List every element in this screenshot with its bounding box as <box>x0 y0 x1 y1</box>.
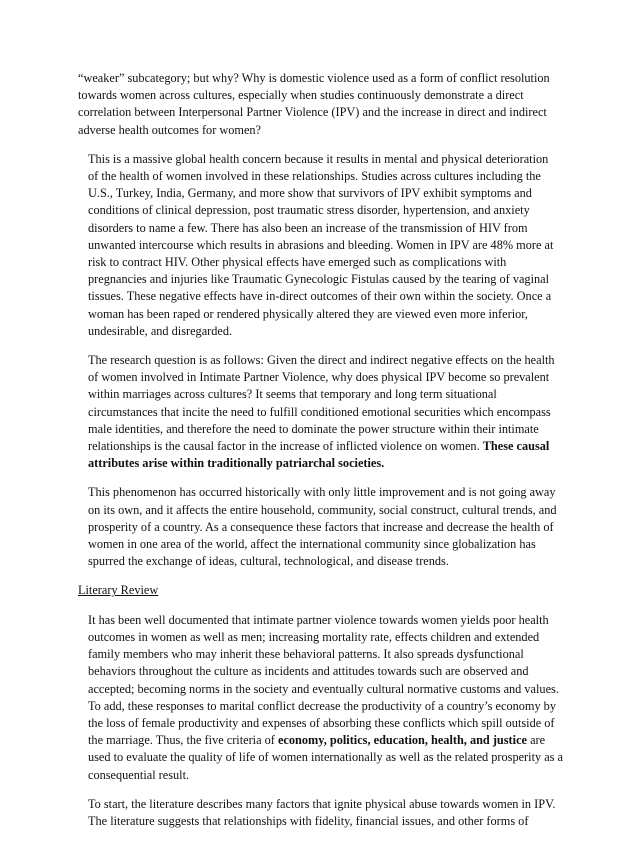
paragraph-research-question <box>78 352 560 472</box>
text-run: outcomes in women as well as men; increasing mortality rate, effects children and extended <box>88 629 540 644</box>
text-line <box>88 151 560 168</box>
text-line <box>88 404 560 421</box>
text-run: risk to contract HIV. Other physical effects have emerged such as complications with <box>88 255 507 270</box>
text-line <box>78 87 560 104</box>
section-heading-literary-review: Literary Review <box>78 583 159 598</box>
paragraph-gap <box>78 830 560 842</box>
paragraph-health-concern <box>78 151 560 340</box>
text-line <box>88 323 560 340</box>
paragraph-gap <box>78 570 560 582</box>
text-run: women in one area of the world, affect the international community since globalization has <box>88 537 536 552</box>
text-line <box>88 455 560 472</box>
paragraph-literature-documented <box>78 612 563 784</box>
text-run: It has been well documented that intimate partner violence towards women yields poor health <box>88 612 549 627</box>
paragraph-literature-start <box>78 796 560 830</box>
text-line <box>88 220 560 237</box>
text-run: This phenomenon has occurred historically with only little improvement and is not going away <box>88 485 556 500</box>
text-line <box>78 122 560 139</box>
text-run: conditions of clinical depression, post traumatic stress disorder, hypertension, and anxiety <box>88 203 530 218</box>
text-run: accepted; becoming norms in the society and eventually cultural normative customs and values. <box>88 681 559 696</box>
text-line <box>88 715 560 732</box>
bold-text: These causal <box>482 439 550 454</box>
text-run: circumstances that incite the need to fulfill conditioned emotional securities which encompass <box>88 404 551 419</box>
text-line <box>88 796 560 813</box>
text-line <box>88 254 560 271</box>
text-line <box>88 185 560 202</box>
text-run: of women involved in Intimate Partner Violence, why does physical IPV become so prevalent <box>88 370 550 385</box>
text-run: the loss of female productivity and expenses of absorbing these conflicts which spill outside of <box>88 715 555 730</box>
text-run: are <box>527 733 546 748</box>
text-line <box>88 681 560 698</box>
text-line <box>88 749 563 766</box>
text-run: male identities, and therefore the need to dominate the power structure within their intimate <box>88 421 539 436</box>
text-line <box>78 70 560 87</box>
text-run: of the health of women involved in these relationships. Studies across cultures including the <box>88 169 541 184</box>
text-line <box>88 421 560 438</box>
text-run: relationships is the causal factor in the increase of inflicted violence on women. <box>88 439 483 454</box>
text-run: family members who may inherit these behavioral patterns. It also spreads dysfunctional <box>88 647 524 662</box>
text-run: used to evaluate the quality of life of women internationally as well as the related prosperity as a <box>88 750 563 765</box>
text-run: consequential result. <box>88 767 190 782</box>
text-run: prosperity of a country. As a consequence these factors that increase and decrease the health of <box>88 519 554 534</box>
text-run: spurred the exchange of ideas, cultural, technological, and disease trends. <box>88 554 449 569</box>
paragraph-gap <box>78 600 560 612</box>
text-line <box>88 612 560 629</box>
text-run: To start, the literature describes many factors that ignite physical abuse towards women in IPV. <box>88 796 556 811</box>
text-run: within marriages across cultures? It seems that temporary and long term situational <box>88 387 497 402</box>
text-run: The literature suggests that relationships with fidelity, financial issues, and other forms of <box>88 813 529 828</box>
text-run: woman has been raped or rendered physically altered they are viewed even more inferior, <box>88 306 528 321</box>
text-line <box>88 168 560 185</box>
text-run: adverse health outcomes for women? <box>78 122 262 137</box>
bold-text: attributes arise within traditionally patriarchal societies. <box>88 456 385 471</box>
text-run: To add, these responses to marital conflict decrease the productivity of a country’s economy by <box>88 698 556 713</box>
text-run: The research question is as follows: Given the direct and indirect negative effects on the health <box>88 353 555 368</box>
text-line <box>88 369 560 386</box>
text-line <box>88 202 560 219</box>
paragraph-gap <box>78 340 560 352</box>
text-line <box>88 698 560 715</box>
body-text-before-heading <box>78 70 560 582</box>
text-line <box>78 104 560 121</box>
text-run: on its own, and it affects the entire household, community, social construct, cultural trends, and <box>88 502 557 517</box>
text-run: This is a massive global health concern because it results in mental and physical deterioration <box>88 151 549 166</box>
text-run: correlation between Interpersonal Partner Violence (IPV) and the increase in direct and indirect <box>78 105 547 120</box>
text-line <box>88 386 560 403</box>
paragraph-gap <box>78 139 560 151</box>
paragraph-gap <box>78 784 560 796</box>
text-line <box>88 646 560 663</box>
paragraph-opening <box>78 70 560 139</box>
text-line <box>88 237 560 254</box>
bold-text: economy, politics, education, health, and justice <box>277 733 527 748</box>
text-line <box>88 536 560 553</box>
text-run: tissues. These negative effects have in-direct outcomes of their own within the society. Once a <box>88 289 552 304</box>
text-run: undesirable, and disregarded. <box>88 323 233 338</box>
text-line <box>88 629 560 646</box>
text-line <box>88 519 560 536</box>
text-run: unwanted intercourse which results in abrasions and bleeding. Women in IPV are 48% more at <box>88 237 554 252</box>
text-line <box>88 553 560 570</box>
text-run: pregnancies and injuries like Traumatic Gynecologic Fistulas caused by the tearing of vaginal <box>88 272 550 287</box>
body-text-after-heading <box>78 612 563 842</box>
paragraph-phenomenon <box>78 484 560 570</box>
text-run: the marriage. Thus, the five criteria of <box>88 733 278 748</box>
text-line <box>88 663 560 680</box>
text-line <box>88 288 560 305</box>
text-line <box>88 271 560 288</box>
text-line <box>88 732 560 749</box>
text-run: U.S., Turkey, India, Germany, and more show that survivors of IPV exhibit symptoms and <box>88 186 532 201</box>
text-run: behaviors throughout the culture as incidents and attitudes towards such are observed and <box>88 664 529 679</box>
text-line <box>88 767 560 784</box>
text-line <box>88 438 560 455</box>
text-line <box>88 484 560 501</box>
paragraph-gap <box>78 472 560 484</box>
text-line <box>88 352 560 369</box>
text-line <box>88 502 560 519</box>
text-run: towards women across cultures, especially when studies continuously demonstrate a direct <box>78 88 524 103</box>
text-line <box>88 306 560 323</box>
text-run: disorders to name a few. There has also been an increase of the transmission of HIV from <box>88 220 528 235</box>
text-line <box>88 813 560 830</box>
text-run: “weaker” subcategory; but why? Why is domestic violence used as a form of conflict resolution <box>78 71 550 85</box>
